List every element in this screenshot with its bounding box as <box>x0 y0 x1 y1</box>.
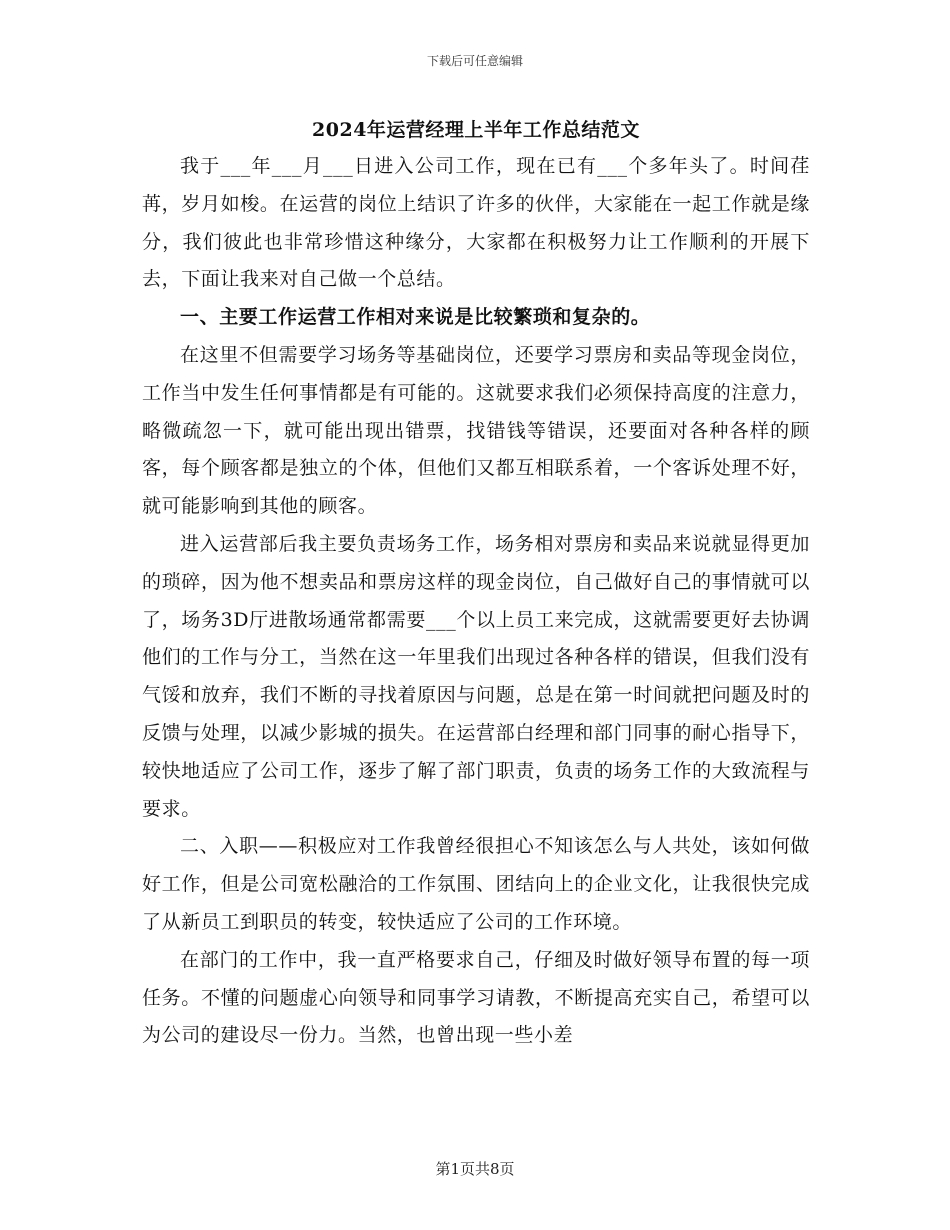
paragraph-field-work: 进入运营部后我主要负责场务工作，场务相对票房和卖品来说就显得更加的琐碎，因为他不想卖品和票房这样的现金岗位，自己做好自己的事情就可以了，场务3D厅进散场通常都需要___个以上员工来完成，这就需要更好去协调他们的工作与分工，当然在这一年里我们出现过各种各样的错误，但我们没有气馁和放弃，我们不断的寻找着原因与问题，总是在第一时间就把问题及时的反馈与处理，以减少影城的损失。在运营部白经理和部门同事的耐心指导下，较快地适应了公司工作，逐步了解了部门职责，负责的场务工作的大致流程与要求。 <box>142 532 810 820</box>
paragraph-duties: 在这里不但需要学习场务等基础岗位，还要学习票房和卖品等现金岗位，工作当中发生任何事情都是有可能的。这就要求我们必须保持高度的注意力，略微疏忽一下，就可能出现出错票，找错钱等错误，还要面对各种各样的顾客，每个顾客都是独立的个体，但他们又都互相联系着，一个客诉处理不好，就可能影响到其他的顾客。 <box>142 343 810 518</box>
document-title: 2024年运营经理上半年工作总结范文 <box>312 119 640 141</box>
paragraph-onboarding: 二、入职——积极应对工作我曾经很担心不知该怎么与人共处，该如何做好工作，但是公司宽松融洽的工作氛围、团结向上的企业文化，让我很快完成了从新员工到职员的转变，较快适应了公司的工作环境。 <box>142 835 810 933</box>
paragraph-intro: 我于___年___月___日进入公司工作，现在已有___个多年头了。时间荏苒，岁月如梭。在运营的岗位上结识了许多的伙伴，大家能在一起工作就是缘分，我们彼此也非常珍惜这种缘分，大家都在积极努力让工作顺利的开展下去，下面让我来对自己做一个总结。 <box>142 155 810 291</box>
document-body <box>142 112 810 1055</box>
page-header-note: 下载后可任意编辑 <box>426 54 523 68</box>
paragraph-department-work: 在部门的工作中，我一直严格要求自己，仔细及时做好领导布置的每一项任务。不懂的问题虚心向领导和同事学习请教，不断提高充实自己，希望可以为公司的建设尽一份力。当然，也曾出现一些小差 <box>142 948 810 1047</box>
page-number-footer: 第1页共8页 <box>435 1160 515 1178</box>
section-heading-1: 一、主要工作运营工作相对来说是比较繁琐和复杂的。 <box>180 306 651 329</box>
